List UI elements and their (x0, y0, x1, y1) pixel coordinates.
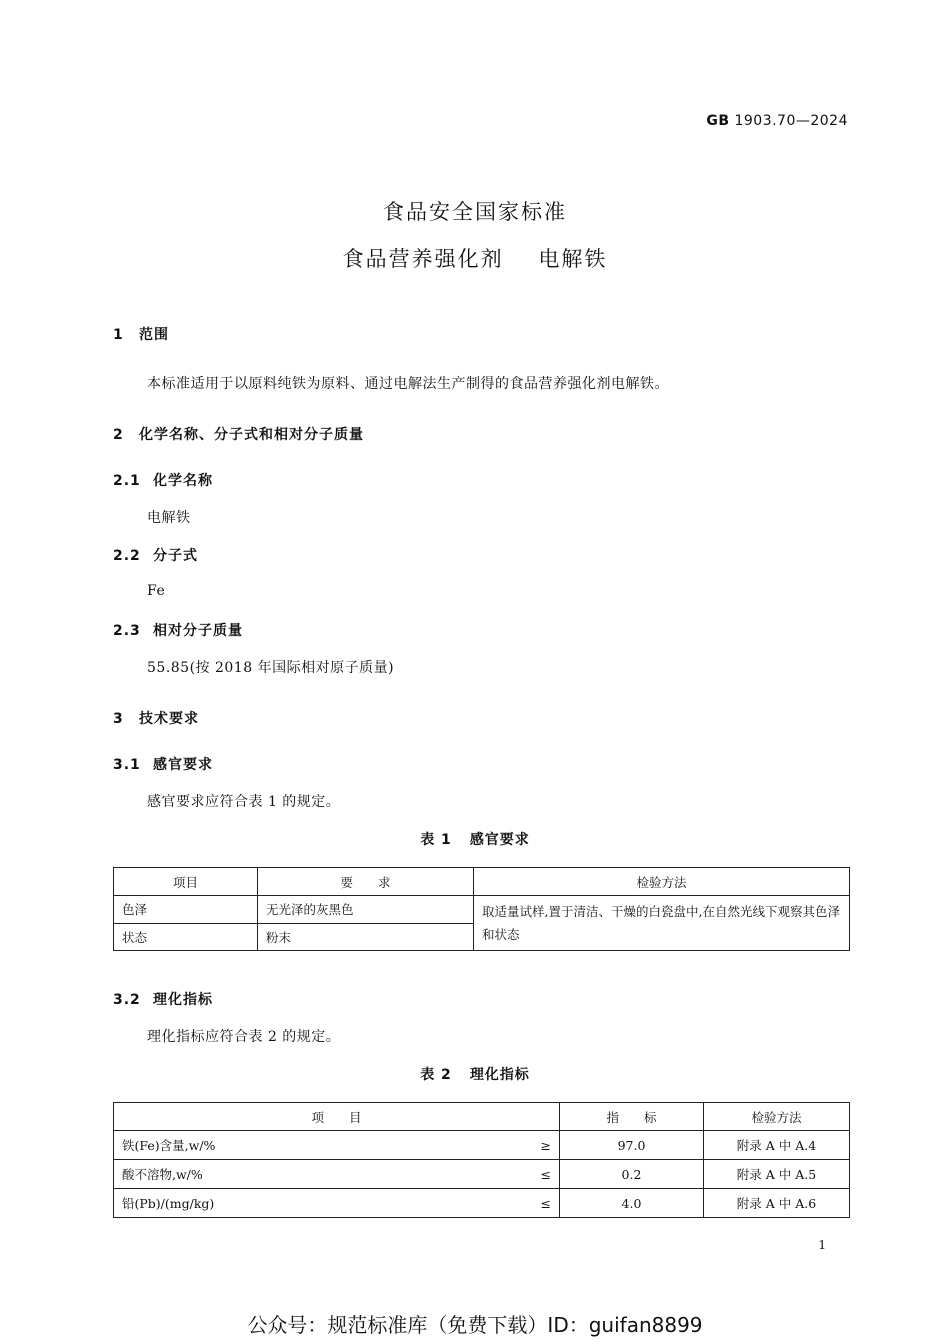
section-1-heading: 1 范围 (113, 327, 169, 343)
section-2-3-heading: 2.3 相对分子质量 (113, 623, 243, 639)
table-cell-method: 附录 A 中 A.5 (704, 1160, 850, 1189)
table-cell-value: 0.2 (560, 1160, 704, 1189)
comparison-symbol: ≤ (540, 1195, 551, 1211)
table-row (114, 1189, 850, 1218)
section-2-2-body: Fe (147, 583, 166, 599)
table-header-cell: 项 目 (114, 1103, 560, 1131)
table-header-cell: 检验方法 (474, 868, 850, 896)
section-2-3-body: 55.85(按 2018 年国际相对原子质量) (147, 660, 395, 676)
document-subtitle: 食品营养强化剂 电解铁 (342, 247, 608, 271)
section-2-1-heading: 2.1 化学名称 (113, 473, 213, 489)
section-3-1-heading: 3.1 感官要求 (113, 757, 213, 773)
document-title: 食品安全国家标准 (383, 200, 567, 224)
table-cell-method: 取适量试样,置于清洁、干燥的白瓷盘中,在自然光线下观察其色泽和状态 (474, 896, 850, 951)
section-2-2-heading: 2.2 分子式 (113, 548, 198, 564)
table-cell-item: 状态 (114, 923, 258, 951)
table-cell-item: 酸不溶物,w/% ≤ (114, 1160, 560, 1189)
standard-number: GB 1903.70—2024 (706, 113, 848, 129)
table-cell-item: 铅(Pb)/(mg/kg) ≤ (114, 1189, 560, 1218)
table-header-row (114, 1103, 850, 1131)
table-1-caption: 表 1 感官要求 (420, 832, 530, 848)
table-header-row (114, 868, 850, 896)
table-cell-value: 4.0 (560, 1189, 704, 1218)
table-cell-requirement: 粉末 (258, 923, 474, 951)
section-2-1-body: 电解铁 (147, 510, 191, 526)
table-header-cell: 要 求 (258, 868, 474, 896)
table-cell-value: 97.0 (560, 1131, 704, 1160)
table-2-physicochemical (113, 1102, 850, 1218)
table-cell-method: 附录 A 中 A.6 (704, 1189, 850, 1218)
section-3-1-body: 感官要求应符合表 1 的规定。 (147, 794, 341, 810)
table-cell-item: 色泽 (114, 896, 258, 924)
footer-watermark: 公众号：规范标准库（免费下载）ID：guifan8899 (247, 1313, 703, 1337)
section-2-heading: 2 化学名称、分子式和相对分子质量 (113, 427, 364, 443)
page-number: 1 (818, 1238, 826, 1252)
section-1-body: 本标准适用于以原料纯铁为原料、通过电解法生产制得的食品营养强化剂电解铁。 (147, 376, 669, 392)
section-3-heading: 3 技术要求 (113, 711, 199, 727)
table-1-sensory (113, 867, 850, 951)
table-row (114, 1131, 850, 1160)
comparison-symbol: ≤ (540, 1166, 551, 1182)
table-header-cell: 项目 (114, 868, 258, 896)
section-3-2-body: 理化指标应符合表 2 的规定。 (147, 1029, 341, 1045)
table-header-cell: 检验方法 (704, 1103, 850, 1131)
table-2-caption: 表 2 理化指标 (420, 1067, 530, 1083)
table-cell-requirement: 无光泽的灰黑色 (258, 896, 474, 924)
table-header-cell: 指 标 (560, 1103, 704, 1131)
comparison-symbol: ≥ (540, 1137, 551, 1153)
table-cell-item: 铁(Fe)含量,w/% ≥ (114, 1131, 560, 1160)
section-3-2-heading: 3.2 理化指标 (113, 992, 213, 1008)
table-row (114, 1160, 850, 1189)
table-row (114, 896, 850, 924)
table-cell-method: 附录 A 中 A.4 (704, 1131, 850, 1160)
